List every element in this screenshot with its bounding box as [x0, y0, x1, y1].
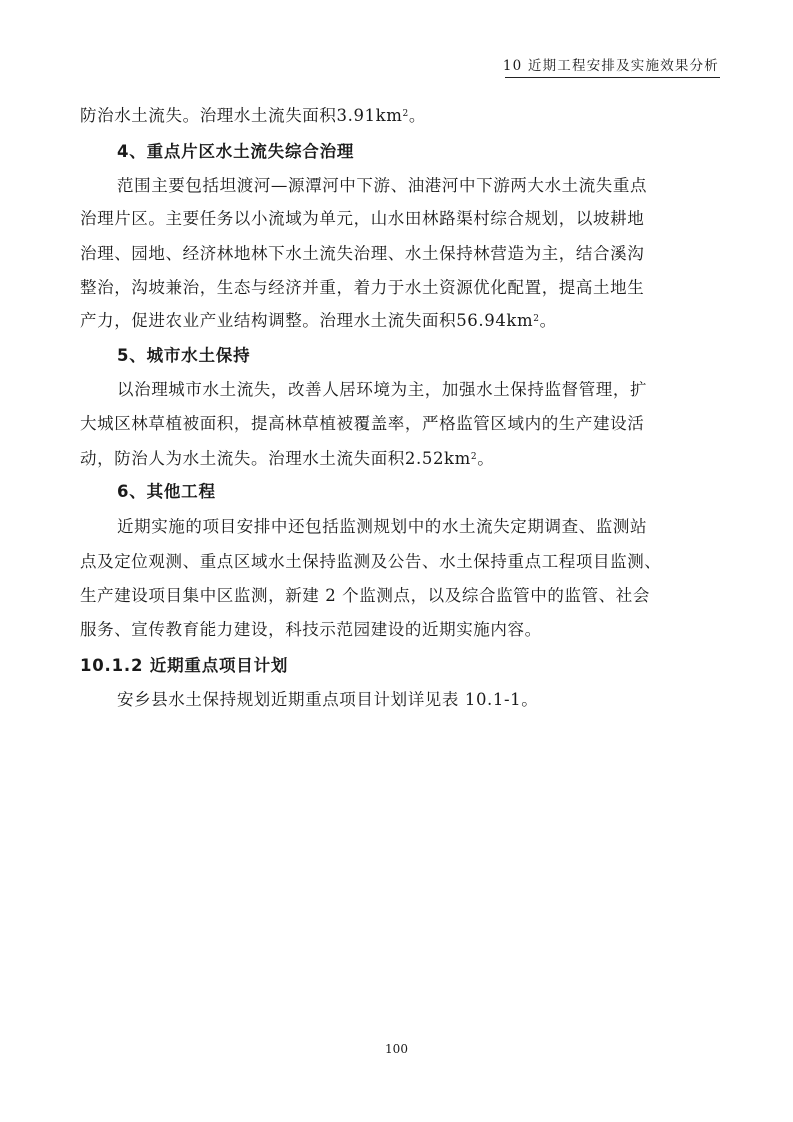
line-text: 服务、宣传教育能力建设，科技示范园建设的近期实施内容。	[80, 620, 542, 639]
line-text: 近期实施的项目安排中还包括监测规划中的水土流失定期调查、监测站	[117, 517, 648, 536]
line-text: 产力，促进农业产业结构调整。治理水土流失面积56.94km	[80, 311, 534, 330]
line-text: 10.1.2 近期重点项目计划	[80, 656, 289, 675]
line-tail: 。	[477, 449, 495, 468]
paragraph-line	[80, 311, 730, 331]
paragraph-line	[117, 690, 767, 710]
paragraph-line	[80, 106, 730, 126]
line-text: 范围主要包括坦渡河—源潭河中下游、油港河中下游两大水土流失重点	[117, 176, 648, 195]
paragraph-line	[117, 380, 767, 400]
paragraph-line	[80, 552, 730, 572]
line-text: 安乡县水土保持规划近期重点项目计划详见表 10.1-1。	[117, 690, 539, 709]
line-text: 治理、园地、经济林地林下水土流失治理、水土保持林营造为主，结合溪沟	[80, 244, 645, 263]
paragraph-line	[80, 586, 730, 606]
superscript: 2	[533, 314, 540, 324]
line-text: 5、城市水土保持	[117, 346, 251, 365]
paragraph-line	[80, 209, 730, 229]
section-heading	[117, 482, 767, 502]
line-text: 以治理城市水土流失，改善人居环境为主，加强水土保持监督管理，扩	[117, 380, 648, 399]
running-header: 10 近期工程安排及实施效果分析	[502, 58, 719, 74]
line-text: 动，防治人为水土流失。治理水土流失面积2.52km	[80, 449, 471, 468]
superscript: 2	[470, 452, 478, 462]
line-text: 治理片区。主要任务以小流域为单元，山水田林路渠村综合规划，以坡耕地	[80, 209, 645, 228]
line-tail: 。	[408, 106, 426, 125]
line-text: 4、重点片区水土流失综合治理	[117, 142, 355, 161]
paragraph-line	[80, 278, 730, 298]
section-heading	[117, 142, 767, 162]
paragraph-line	[117, 176, 767, 196]
superscript: 2	[402, 109, 409, 119]
paragraph-line	[80, 414, 730, 434]
line-text: 生产建设项目集中区监测，新建 2 个监测点，以及综合监管中的监管、社会	[80, 586, 650, 605]
paragraph-line	[80, 244, 730, 264]
line-text: 6、其他工程	[117, 482, 216, 501]
section-heading	[80, 656, 730, 676]
header-rule	[505, 77, 720, 78]
section-heading	[117, 346, 767, 366]
line-text: 整治，沟坡兼治，生态与经济并重，着力于水土资源优化配置，提高土地生	[80, 278, 645, 297]
line-text: 点及定位观测、重点区域水土保持监测及公告、水土保持重点工程项目监测、	[80, 552, 662, 571]
line-text: 防治水土流失。治理水土流失面积3.91km	[80, 106, 403, 125]
line-tail: 。	[539, 311, 557, 330]
paragraph-line	[117, 517, 767, 537]
paragraph-line	[80, 449, 730, 469]
line-text: 大城区林草植被面积，提高林草植被覆盖率，严格监管区域内的生产建设活	[80, 414, 645, 433]
page-number: 100	[385, 1042, 408, 1056]
paragraph-line	[80, 620, 730, 640]
